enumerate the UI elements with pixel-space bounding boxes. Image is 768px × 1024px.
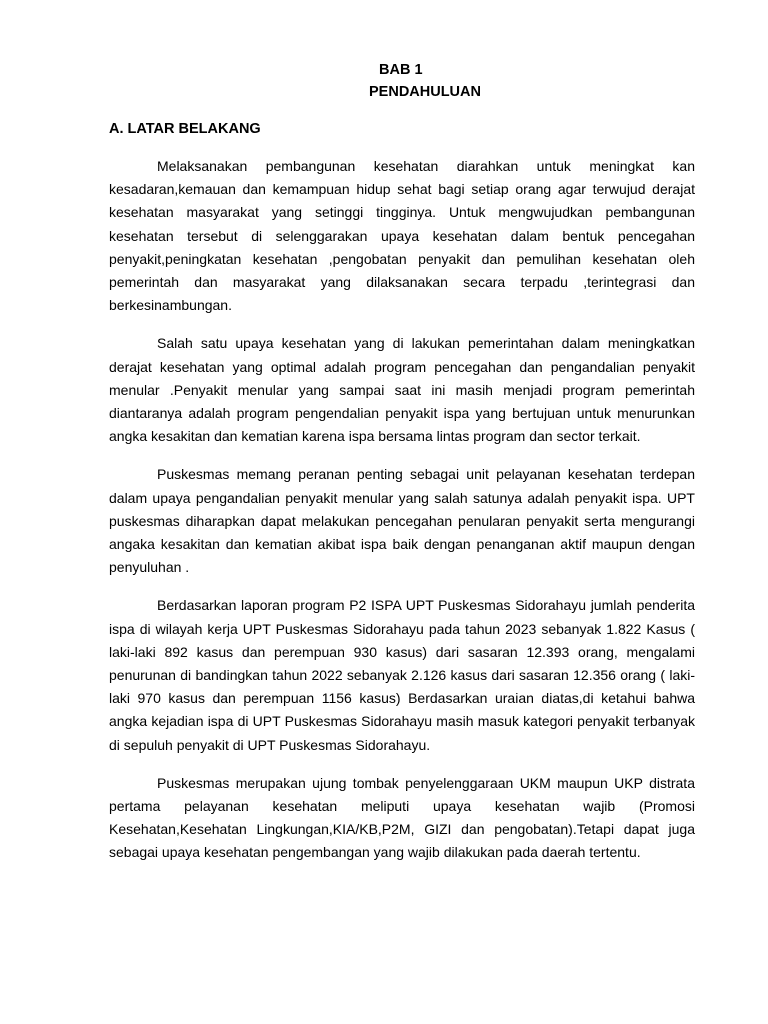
paragraph: Melaksanakan pembangunan kesehatan diarahkan untuk meningkat kan kesadaran,kemauan dan kemampuan hidup sehat bagi setiap orang agar terwujud derajat kesehatan masyarakat yang setinggi tingginya. Untuk mengwujudkan pembangunan kesehatan tersebut di selenggarakan upaya kesehatan dalam bentuk pencegahan penyakit,peningkatan kesehatan ,pengobatan penyakit dan pemulihan kesehatan oleh pemerintah dan masyarakat yang dilaksanakan secara terpadu ,terintegrasi dan berkesinambungan.: [109, 158, 695, 314]
paragraph: Puskesmas merupakan ujung tombak penyelenggaraan UKM maupun UKP distrata pertama pelayanan kesehatan meliputi upaya kesehatan wajib (Promosi Kesehatan,Kesehatan Lingkungan,KIA/KB,P2M, GIZI dan pengobatan).Tetapi dapat juga sebagai upaya kesehatan pengembangan yang wajib dilakukan pada daerah tertentu.: [109, 774, 695, 861]
section-heading: A. LATAR BELAKANG: [109, 121, 261, 137]
paragraph: Salah satu upaya kesehatan yang di lakukan pemerintahan dalam meningkatkan derajat kesehatan yang optimal adalah program pencegahan dan pengandalian penyakit menular .Penyakit menular yang sampai saat ini masih menjadi program pemerintah diantaranya adalah program pengendalian penyakit ispa yang bertujuan untuk menurunkan angka kesakitan dan kematian karena ispa bersama lintas program dan sector terkait.: [109, 335, 695, 445]
chapter-number: BAB 1: [379, 62, 423, 78]
paragraph: Puskesmas memang peranan penting sebagai unit pelayanan kesehatan terdepan dalam upaya pengandalian penyakit menular yang salah satunya adalah penyakit ispa. UPT puskesmas diharapkan dapat melakukan pencegahan penularan penyakit serta mengurangi angaka kesakitan dan kematian akibat ispa baik dengan penanganan aktif maupun dengan penyuluhan .: [109, 466, 695, 576]
paragraph: Berdasarkan laporan program P2 ISPA UPT Puskesmas Sidorahayu jumlah penderita ispa di wilayah kerja UPT Puskesmas Sidorahayu pada tahun 2023 sebanyak 1.822 Kasus ( laki-laki 892 kasus dan perempuan 930 kasus) dari sasaran 12.393 orang, mengalami penurunan di bandingkan tahun 2022 sebanyak 2.126 kasus dari sasaran 12.356 orang ( laki-laki 970 kasus dan perempuan 1156 kasus) Berdasarkan uraian diatas,di ketahui bahwa angka kejadian ispa di UPT Puskesmas Sidorahayu masih masuk kategori penyakit terbanyak di sepuluh penyakit di UPT Puskesmas Sidorahayu.: [109, 597, 695, 753]
body-text: [109, 155, 695, 880]
chapter-title: PENDAHULUAN: [369, 84, 481, 100]
